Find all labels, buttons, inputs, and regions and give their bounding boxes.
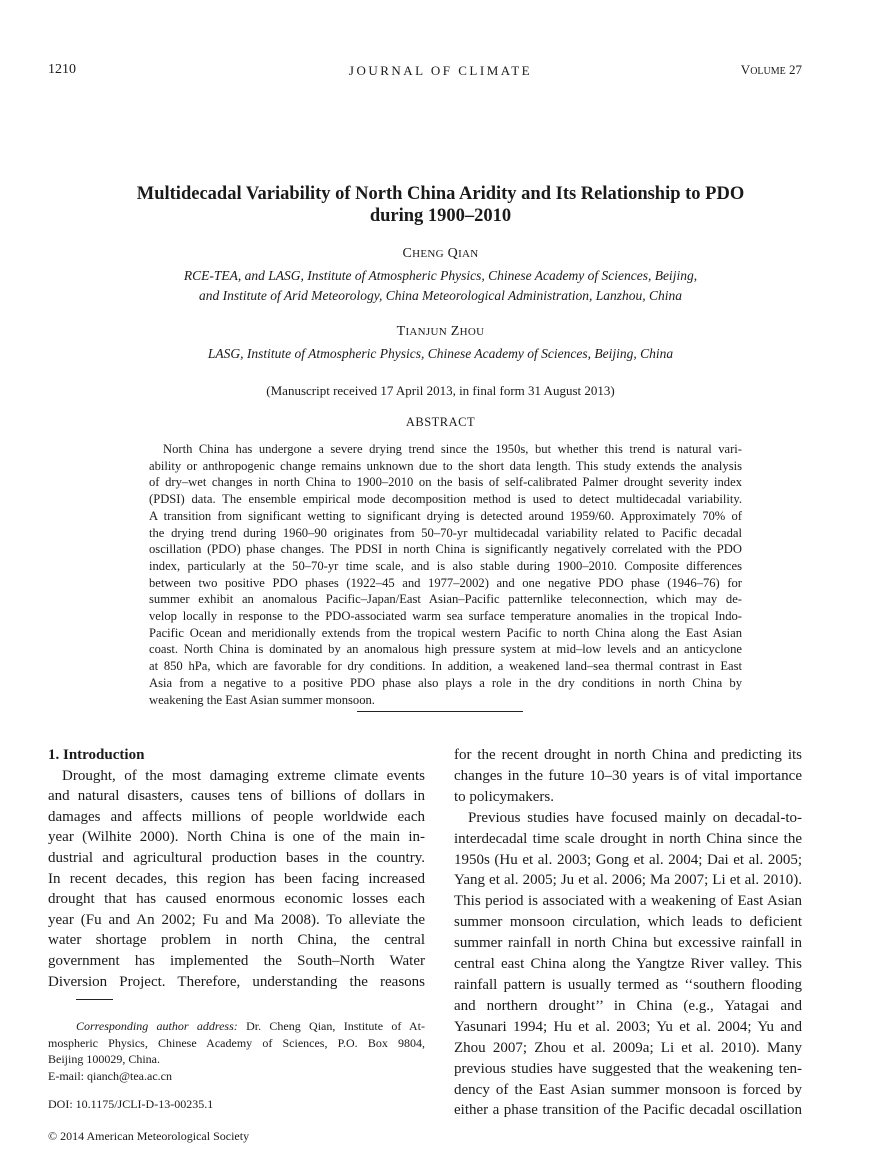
footnote-line: Corresponding author address: Dr. Cheng Qian, Institute of At- [76,1019,425,1033]
text-line: oscillation (PDO) phase changes. The PDSI in north China is significantly negatively correlated with the PDO [149,542,742,557]
footnote-line: Beijing 100029, China. [48,1052,160,1067]
text-line: and northern drought’’ in China (e.g., Yatagai and [454,997,802,1014]
text-line: North China has undergone a severe drying trend since the 1950s, but whether this trend is natural vari- [163,442,742,456]
text-line: Zhou 2007; Zhou et al. 2009a; Li et al. 2010). Many [454,1039,802,1056]
text-line: index, particularly at the 50–70-yr time scale, and is also stable during 1900–2010. Composite differences [149,558,742,573]
volume-number: 27 [789,62,802,77]
section-divider [357,711,523,712]
text-line: weakening the East Asian summer monsoon. [149,692,375,707]
journal-name: JOURNAL OF CLIMATE [348,63,533,78]
text-line: ability or anthropogenic change remains unknown due to the short data length. This study extends the analysis [149,458,742,473]
text-line: A transition from significant wetting to significant drying is detected around 1959/60. Approximately 70% of [149,508,742,523]
text-line: between two positive PDO phases (1922–45 and 1977–2002) and one negative PDO phase (1946–76) for [149,575,742,590]
copyright: © 2014 American Meteorological Society [48,1129,250,1143]
text-line: for the recent drought in north China and predicting its [454,747,802,763]
text-line: Yang et al. 2005; Ju et al. 2006; Ma 2007; Li et al. 2010). [454,872,802,889]
volume-word: OLUME [750,66,786,77]
volume-label [741,62,802,78]
abstract-heading: ABSTRACT [405,415,476,429]
page-number: 1210 [48,62,76,77]
footnote-email: E-mail: qianch@tea.ac.cn [48,1069,172,1084]
text-line: drought that has caused enormous economic losses each [48,891,425,908]
text-line: the drying trend during 1960–90 originates from 50–70-yr multidecadal variability related to Pacific decadal [149,525,742,540]
text-line: and natural disasters, causes tens of billions of dollars in [48,788,425,805]
text-line: summer monsoon circulation, which leads to deficient [454,914,802,931]
text-line: changes in the future 10–30 years is of vital importance [454,767,802,784]
abstract-text [149,441,742,708]
author-affiliation: LASG, Institute of Atmospheric Physics, Chinese Academy of Sciences, Beijing, China [207,346,674,361]
text-line: Pacific Ocean and meridionally extends from the tropical western Pacific to north China along the East Asian [149,625,742,640]
text-line: 1950s (Hu et al. 2003; Gong et al. 2004; Dai et al. 2005; [454,851,802,868]
volume-initial: V [740,62,751,77]
text-line: velop locally in response to the PDO-associated warm sea surface temperature anomalies in the tropical Indo- [149,609,742,624]
text-line: at 850 hPa, which are favorable for dry conditions. In addition, a weakened land–sea thermal contrast in East [149,659,742,674]
text-line: previous studies have suggested that the weakening ten- [454,1060,802,1077]
text-line: either a phase transition of the Pacific decadal oscillation [454,1102,802,1119]
left-column [48,745,425,992]
author-affiliation: RCE-TEA, and LASG, Institute of Atmospheric Physics, Chinese Academy of Sciences, Beijing, and Institute of Arid Meteorology, China Meteorological Administration, Lanzhou, China [183,268,698,303]
text-line: interdecadal time scale drought in north China since the [454,830,802,847]
manuscript-dates: (Manuscript received 17 April 2013, in final form 31 August 2013) [266,383,615,398]
text-line: Asia from a negative to a positive PDO phase also plays a role in the dry conditions in north China by [149,675,742,690]
text-line: Yasunari 1994; Hu et al. 2003; Yu et al. 2004; Yu and [454,1018,802,1035]
text-line: of dry–wet changes in north China to 1900–2010 on the basis of self-calibrated Palmer drought severity index [149,475,742,490]
author-name: CHENG QIAN [402,246,479,261]
text-line: summer rainfall in north China but excessive rainfall in [454,935,802,952]
footnote [48,1018,425,1085]
text-line: summer exhibit an anomalous Pacific–Japan/East Asian–Pacific patternlike teleconnection, which may de- [149,592,742,607]
title-line: Multidecadal Variability of North China Aridity and Its Relationship to PDO [136,184,745,204]
footnote-line: mospheric Physics, Chinese Academy of Sciences, P.O. Box 9804, [48,1035,425,1050]
text-line: central east China along the Yangtze River valley. This [454,956,802,973]
text-line: year (Wilhite 2000). North China is one of the main in- [48,829,425,846]
text-line: damages and affects millions of people worldwide each [48,808,425,825]
text-line: to policymakers. [454,788,554,805]
title-line: during 1900–2010 [369,206,512,226]
text-line: coast. North China is dominated by an anomalous high pressure system at mid–low levels and an anticyclone [149,642,742,657]
paper-title [0,183,881,227]
text-line: Diversion Project. Therefore, understanding the reasons [48,973,425,990]
footnote-divider [76,999,113,1000]
author-name: TIANJUN ZHOU [396,324,485,339]
text-line: This period is associated with a weakening of East Asian [454,893,802,910]
doi: DOI: 10.1175/JCLI-D-13-00235.1 [48,1097,214,1111]
left-column-text [48,766,425,993]
text-line: water shortage problem in north China, the central [48,932,425,949]
text-line: dency of the East Asian summer monsoon is forced by [454,1081,802,1098]
text-line: Previous studies have focused mainly on decadal-to- [468,809,802,826]
text-line: dustrial and agricultural production bases in the country. [48,849,425,866]
text-line: In recent decades, this region has been facing increased [48,870,425,887]
text-line: (PDSI) data. The ensemble empirical mode decomposition method is used to detect multidecadal variability. [149,492,742,507]
section-heading: 1. Introduction [48,747,145,763]
text-line: year (Fu and An 2002; Fu and Ma 2008). To alleviate the [48,911,425,928]
right-column-text [454,745,802,1121]
text-line: rainfall pattern is usually termed as ‘‘southern flooding [454,976,802,993]
text-line: Drought, of the most damaging extreme climate events [62,767,425,784]
text-line: government has implemented the South–North Water [48,952,425,969]
